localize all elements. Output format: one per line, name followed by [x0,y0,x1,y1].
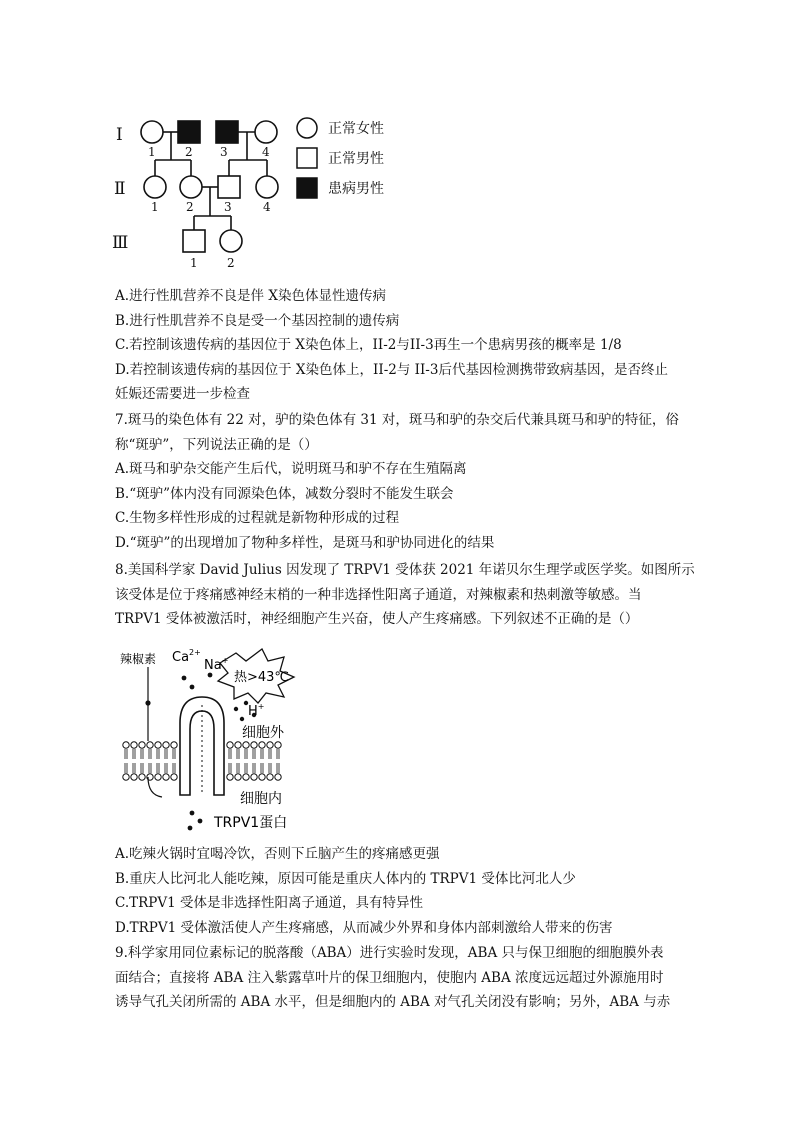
gen1-affected-male-2 [178,121,200,143]
gen3-num-2: 2 [227,256,235,270]
trpv1-protein-label: TRPV1蛋白 [214,815,288,831]
inside-cell-label: 细胞内 [240,791,282,807]
q8-option-b: B.重庆人比河北人能吃辣，原因可能是重庆人体内的 TRPV1 受体比河北人少 [115,870,576,887]
heat-label: 热>43℃ [234,670,290,685]
q8-stem-line1: 8.美国科学家 David Julius 因发现了 TRPV1 受体获 2021 年诺贝尔生理学或医学奖。如图所示 [115,562,695,578]
q7-option-b: B.“斑驴”体内没有同源染色体，减数分裂时不能发生联会 [115,485,454,502]
q7-option-a: A.斑马和驴杂交能产生后代，说明斑马和驴不存在生殖隔离 [115,461,467,477]
q6-option-d-line2: 妊娠还需要进一步检查 [115,386,250,402]
question-8-stem [115,558,695,632]
legend-normal-male-label: 正常男性 [328,151,384,167]
gen3-female-2 [220,230,242,252]
gen-label-3: Ⅲ [112,233,129,253]
legend-normal-female-label: 正常女性 [328,121,384,137]
q8-stem-line3: TRPV1 受体被激活时，神经细胞产生兴奋，使人产生疼痛感。下列叙述不正确的是（） [115,611,639,627]
female-symbol-icon [296,117,318,139]
gen1-female-1 [141,121,163,143]
q8-option-d: D.TRPV1 受体激活使人产生疼痛感，从而减少外界和身体内部刺激给人带来的伤害 [115,919,613,936]
q6-option-c: C.若控制该遗传病的基因位于 X染色体上，II-2与II-3再生一个患病男孩的概率是 1/8 [115,337,622,353]
q6-options [115,284,685,407]
gen2-num-4: 4 [263,200,271,214]
q6-option-a: A.进行性肌营养不良是伴 X染色体显性遗传病 [115,288,386,304]
na-label: Na+ [204,656,229,673]
gen1-num-2: 2 [185,145,193,159]
legend-affected-male-label: 患病男性 [328,181,384,197]
gen2-male-3 [218,176,240,198]
q7-stem-line1: 7.斑马的染色体有 22 对，驴的染色体有 31 对，斑马和驴的杂交后代兼具斑马和驴的特征，俗 [115,412,679,428]
q8-stem-line2: 该受体是位于疼痛感神经末梢的一种非选择性阳离子通道，对辣椒素和热刺激等敏感。当 [115,586,642,603]
trpv1-figure [118,645,328,835]
gen1-affected-male-3 [216,121,238,143]
gen2-num-1: 1 [151,200,159,214]
question-7 [115,408,685,555]
h-ion-label: H+ [248,702,265,719]
gen2-female-4 [256,176,278,198]
q7-stem-line2: 称“斑驴”，下列说法正确的是（） [115,436,318,453]
gen3-male-1 [183,230,205,252]
male-symbol-icon [296,147,318,169]
legend-normal-female [296,116,384,140]
question-8-options [115,842,685,940]
legend-normal-male [296,146,384,170]
gen2-num-2: 2 [186,200,194,214]
q9-line1: 9.科学家用同位素标记的脱落酸（ABA）进行实验时发现，ABA 只与保卫细胞的细胞膜外表 [115,945,664,961]
q8-option-a: A.吃辣火锅时宜喝冷饮，否则下丘脑产生的疼痛感更强 [115,846,440,862]
gen1-num-3: 3 [220,145,228,159]
gen-label-1: Ⅰ [116,125,123,145]
q9-line2: 面结合；直接将 ABA 注入紫露草叶片的保卫细胞内，使胞内 ABA 浓度远远超过外源施用时 [115,969,664,986]
gen-label-2: Ⅱ [114,179,126,199]
capsaicin-label: 辣椒素 [120,652,157,666]
affected-male-symbol-icon [296,177,318,199]
q6-option-b: B.进行性肌营养不良是受一个基因控制的遗传病 [115,312,400,329]
q7-option-d: D.“斑驴”的出现增加了物种多样性，是斑马和驴协同进化的结果 [115,534,495,551]
gen1-num-4: 4 [262,145,270,159]
ca-label: $Ca^{2+}$ [172,648,201,665]
question-9 [115,941,685,1015]
q8-option-c: C.TRPV1 受体是非选择性阳离子通道，具有特异性 [115,895,424,911]
gen2-female-1 [144,176,166,198]
pedigree-legend [296,114,406,214]
gen1-female-4 [255,121,277,143]
q9-line3: 诱导气孔关闭所需的 ABA 水平，但是细胞内的 ABA 对气孔关闭没有影响；另外，ABA 与赤 [115,994,671,1010]
gen1-num-1: 1 [148,145,156,159]
gen3-num-1: 1 [190,256,198,270]
trpv1-diagram [118,645,328,835]
gen2-num-3: 3 [224,200,232,214]
q6-option-d-line1: D.若控制该遗传病的基因位于 X染色体上，II-2与 II-3后代基因检测携带致病基因，是否终止 [115,361,668,378]
legend-affected-male [296,176,384,200]
gen2-female-2 [180,176,202,198]
outside-cell-label: 细胞外 [242,725,284,741]
q7-option-c: C.生物多样性形成的过程就是新物种形成的过程 [115,510,400,526]
